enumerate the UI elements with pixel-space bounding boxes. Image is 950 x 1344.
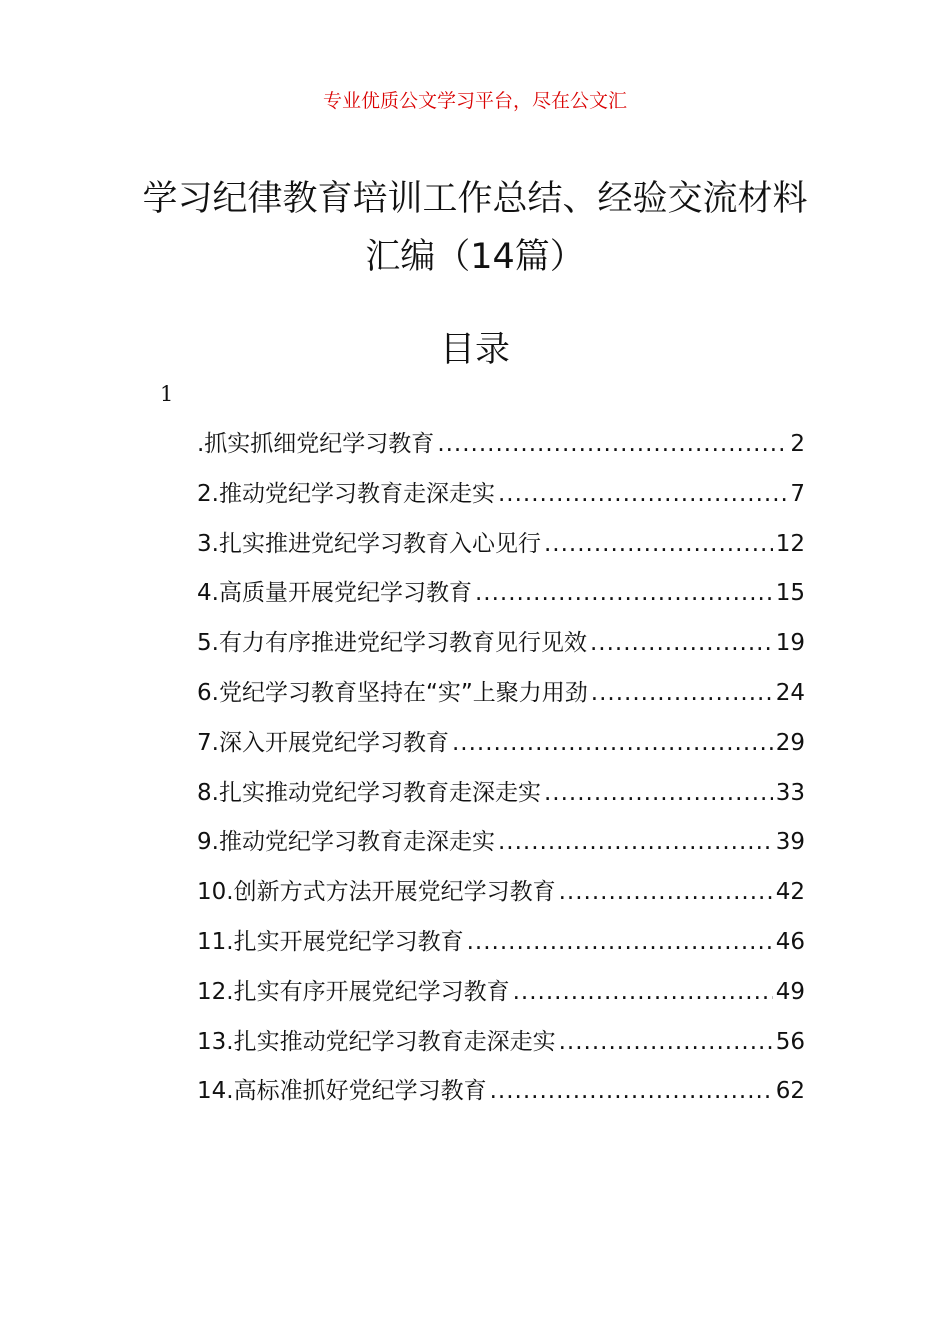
toc-entry-label: 3.扎实推进党纪学习教育入心见行 (197, 530, 541, 557)
toc-entry-page: 42 (775, 879, 805, 906)
toc-dot-leader (498, 829, 773, 855)
toc-entry-label: 11.扎实开展党纪学习教育 (197, 928, 464, 955)
toc-dot-leader (544, 780, 773, 806)
toc-entry-page: 39 (775, 829, 805, 856)
document-title: 学习纪律教育培训工作总结、经验交流材料汇编（14篇） (142, 179, 808, 277)
toc-entry[interactable] (197, 574, 805, 624)
toc-dot-leader (467, 929, 773, 955)
toc-dot-leader (591, 680, 773, 706)
toc-entry-label: .抓实抓细党纪学习教育 (197, 431, 435, 457)
toc-entry-label: 7.深入开展党纪学习教育 (197, 729, 449, 756)
toc-dot-leader (437, 431, 787, 457)
toc-entry[interactable] (197, 823, 805, 873)
toc-entry-label: 9.推动党纪学习教育走深走实 (197, 829, 495, 856)
toc-dot-leader (452, 730, 773, 756)
toc-heading: 目录 (439, 330, 510, 370)
toc-entry-page: 49 (775, 978, 805, 1005)
toc-entry[interactable] (197, 873, 805, 923)
toc-entry[interactable] (197, 774, 805, 824)
toc-entry[interactable] (197, 973, 805, 1023)
toc-entry-page: 7 (790, 480, 805, 507)
toc-entry[interactable] (197, 923, 805, 973)
toc-dot-leader (559, 1029, 773, 1055)
toc-entry[interactable] (197, 525, 805, 575)
toc-entry-page: 12 (775, 530, 805, 557)
toc-entry[interactable] (197, 724, 805, 774)
toc-dot-leader (475, 580, 773, 606)
toc-entry-label: 6.党纪学习教育坚持在“实”上聚力用劲 (197, 679, 588, 706)
toc-entry[interactable] (197, 475, 805, 525)
toc-entry-label: 4.高质量开展党纪学习教育 (197, 580, 472, 607)
toc-entry-page: 15 (775, 580, 805, 607)
toc-entry-label: 8.扎实推动党纪学习教育走深走实 (197, 779, 541, 806)
toc-entry-label: 10.创新方式方法开展党纪学习教育 (197, 879, 556, 906)
toc-entry[interactable] (197, 425, 805, 475)
toc-entry-page: 19 (775, 630, 805, 657)
toc-entry[interactable] (197, 674, 805, 724)
toc-entry-label: 2.推动党纪学习教育走深走实 (197, 480, 495, 507)
header-tagline: 专业优质公文学习平台，尽在公文汇 (322, 90, 627, 112)
toc-entry-page: 29 (775, 729, 805, 756)
toc-dot-leader (490, 1078, 773, 1104)
toc-entry-label: 14.高标准抓好党纪学习教育 (197, 1078, 487, 1105)
toc-entry[interactable] (197, 1023, 805, 1073)
toc-entry[interactable] (197, 1072, 805, 1122)
toc-entry-page: 56 (775, 1028, 805, 1055)
toc-entry-page: 24 (775, 679, 805, 706)
toc-dot-leader (544, 531, 773, 557)
toc-dot-leader (498, 481, 787, 507)
toc-entry-label: 5.有力有序推进党纪学习教育见行见效 (197, 630, 587, 657)
toc-entry-label: 12.扎实有序开展党纪学习教育 (197, 978, 510, 1005)
toc-entry-label: 13.扎实推动党纪学习教育走深走实 (197, 1028, 556, 1055)
toc-entry-page: 33 (775, 779, 805, 806)
toc-stray-number: 1 (160, 382, 174, 406)
toc-entry-page: 46 (775, 928, 805, 955)
toc-dot-leader (559, 879, 773, 905)
toc-list (197, 425, 805, 1122)
toc-dot-leader (513, 979, 773, 1005)
toc-dot-leader (590, 630, 773, 656)
toc-entry-page: 62 (775, 1078, 805, 1105)
toc-entry[interactable] (197, 624, 805, 674)
toc-entry-page: 2 (790, 431, 805, 457)
